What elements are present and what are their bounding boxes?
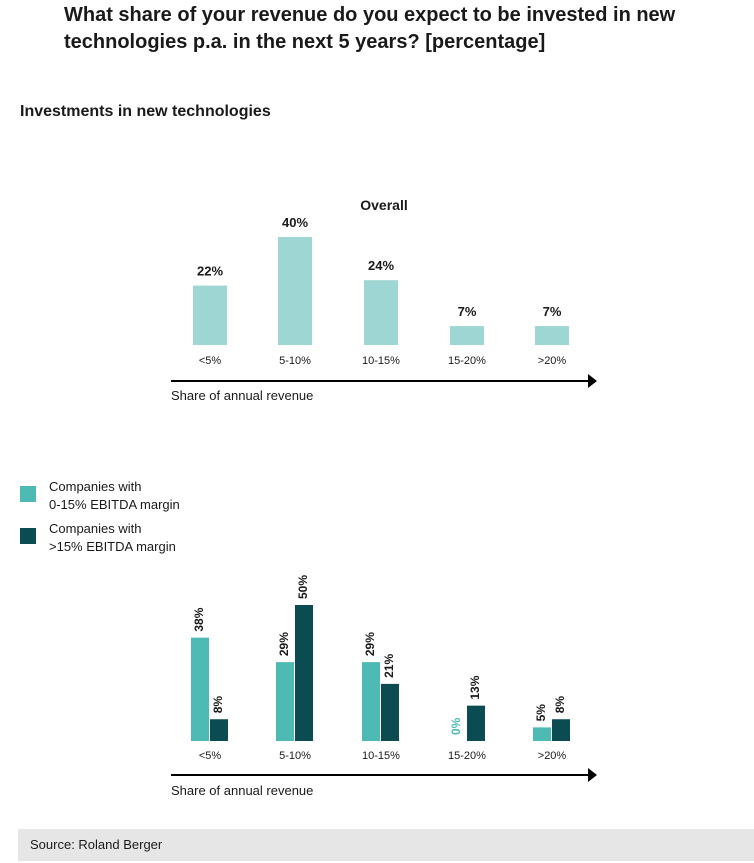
chart2-tick-label: 10-15%: [362, 750, 400, 762]
chart2-x-axis-label: Share of annual revenue: [171, 783, 314, 798]
chart1-data-label: 7%: [542, 304, 562, 320]
chart1-x-axis-label: Share of annual revenue: [171, 388, 314, 403]
chart2-data-label-s1: 29%: [277, 632, 292, 657]
chart1-tick-label: 15-20%: [448, 355, 486, 367]
legend-label-low-margin: Companies with 0-15% EBITDA margin: [49, 479, 180, 512]
chart1-tick-label: 5-10%: [279, 355, 311, 367]
chart2-bar-s1: [533, 727, 551, 741]
chart1-data-label: 24%: [367, 258, 395, 274]
chart1-bar: [364, 280, 398, 345]
question-title: What share of your revenue do you expect to be invested in new technologies p.a. in the next 5 years? [percentage]: [64, 4, 676, 53]
chart2-bar-s2: [295, 605, 313, 741]
chart1-bar: [450, 326, 484, 345]
chart2-data-label-s2: 13%: [468, 675, 483, 700]
chart2-data-label-s1: 29%: [363, 632, 378, 657]
chart1-x-axis-arrow: [588, 374, 597, 388]
chart2-bar-s1: [191, 638, 209, 741]
chart2-x-axis-arrow: [588, 768, 597, 782]
chart2-data-label-s2: 8%: [211, 695, 226, 714]
chart2-bar-s2: [552, 719, 570, 741]
chart1-tick-label: 10-15%: [362, 355, 400, 367]
chart1-bar: [535, 326, 569, 345]
chart2-data-label-s1: 38%: [192, 607, 207, 632]
section-title: Investments in new technologies: [20, 103, 271, 120]
chart2-tick-label: >20%: [537, 750, 567, 762]
chart2-data-label-s2: 50%: [296, 574, 311, 599]
source-text: Source: Roland Berger: [30, 837, 163, 852]
chart2-bar-s1: [276, 662, 294, 741]
chart1-tick-label: >20%: [537, 355, 567, 367]
chart2-data-label-s2: 8%: [553, 695, 568, 714]
chart1-data-label: 22%: [196, 263, 224, 279]
chart2-bar-s1: [362, 662, 380, 741]
legend-swatch-high-margin: [20, 528, 36, 544]
chart2-bar-s2: [467, 706, 485, 741]
chart2-tick-label: <5%: [198, 750, 222, 762]
chart1-title: Overall: [360, 197, 408, 213]
chart2-data-label-s1: 5%: [534, 704, 549, 722]
chart1-bar: [193, 286, 227, 345]
chart2-bar-s2: [381, 684, 399, 741]
legend-swatch-low-margin: [20, 486, 36, 502]
chart2-data-label-s1: 0%: [449, 717, 464, 735]
chart1-data-label: 40%: [281, 215, 309, 230]
legend-label-high-margin: Companies with >15% EBITDA margin: [49, 521, 176, 554]
chart1-bar: [278, 237, 312, 345]
chart2-tick-label: 15-20%: [448, 750, 486, 762]
chart1-data-label: 7%: [457, 304, 477, 320]
chart2-tick-label: 5-10%: [279, 750, 311, 762]
chart2-data-label-s2: 21%: [382, 653, 397, 678]
source-footer: [18, 829, 754, 861]
chart2-bar-s2: [210, 719, 228, 741]
chart1-tick-label: <5%: [198, 355, 222, 367]
